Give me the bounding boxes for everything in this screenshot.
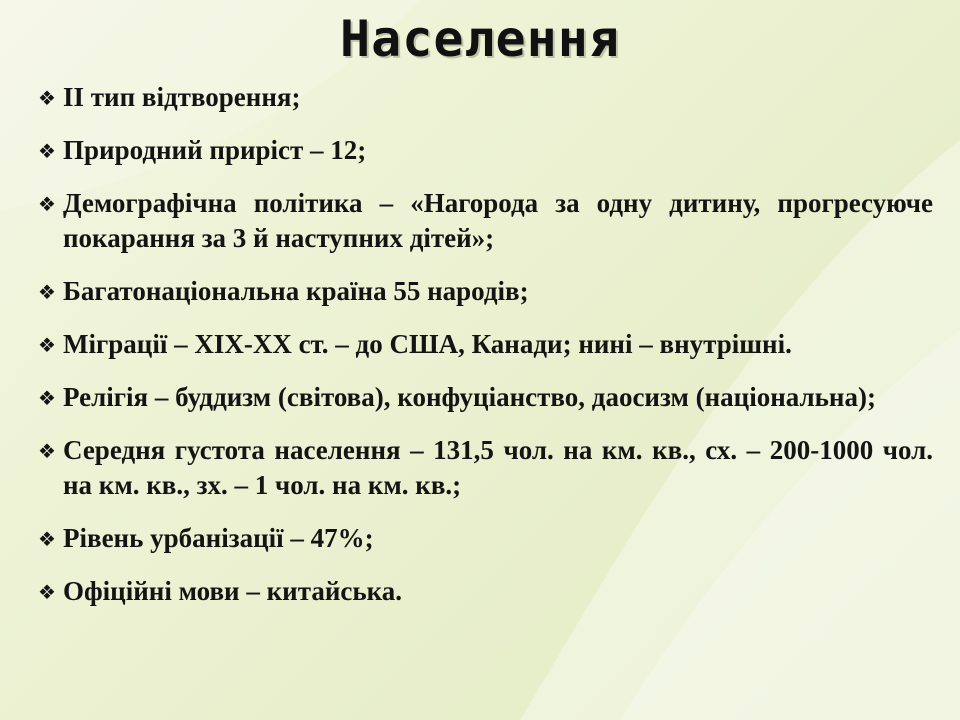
four-diamond-bullet-icon: ❖ xyxy=(38,333,56,357)
list-item xyxy=(38,521,933,556)
list-item xyxy=(38,433,933,503)
list-item xyxy=(38,274,933,309)
list-item-text: Природний приріст – 12; xyxy=(63,135,367,165)
four-diamond-bullet-icon: ❖ xyxy=(38,527,56,551)
list-item-text: Багатонаціональна країна 55 народів; xyxy=(63,276,529,306)
list-item-text: Міграції – ХІХ-ХХ ст. – до США, Канади; нині – внутрішні. xyxy=(63,329,792,359)
four-diamond-bullet-icon: ❖ xyxy=(38,386,56,410)
list-item xyxy=(38,80,933,115)
four-diamond-bullet-icon: ❖ xyxy=(38,86,56,110)
four-diamond-bullet-icon: ❖ xyxy=(38,280,56,304)
slide-title: Населення xyxy=(340,10,620,68)
list-item xyxy=(38,574,933,609)
four-diamond-bullet-icon: ❖ xyxy=(38,580,56,604)
list-item-text: Офіційні мови – китайська. xyxy=(63,576,403,606)
list-item xyxy=(38,133,933,168)
list-item xyxy=(38,380,933,415)
four-diamond-bullet-icon: ❖ xyxy=(38,139,56,163)
list-item-text: Релігія – буддизм (світова), конфуціанство, даосизм (національна); xyxy=(63,382,876,412)
list-item xyxy=(38,327,933,362)
four-diamond-bullet-icon: ❖ xyxy=(38,192,56,216)
list-item xyxy=(38,186,933,256)
list-item-text: Середня густота населення – 131,5 чол. на км. кв., сх. – 200-1000 чол. на км. кв., зх. – 1 чол. на км. кв.; xyxy=(63,435,933,500)
list-item-text: ІІ тип відтворення; xyxy=(63,82,301,112)
list-item-text: Рівень урбанізації – 47%; xyxy=(63,523,374,553)
four-diamond-bullet-icon: ❖ xyxy=(38,439,56,463)
bullet-list xyxy=(38,80,933,627)
list-item-text: Демографічна політика – «Нагорода за одну дитину, прогресуюче покарання за 3 й наступних дітей»; xyxy=(63,188,933,253)
